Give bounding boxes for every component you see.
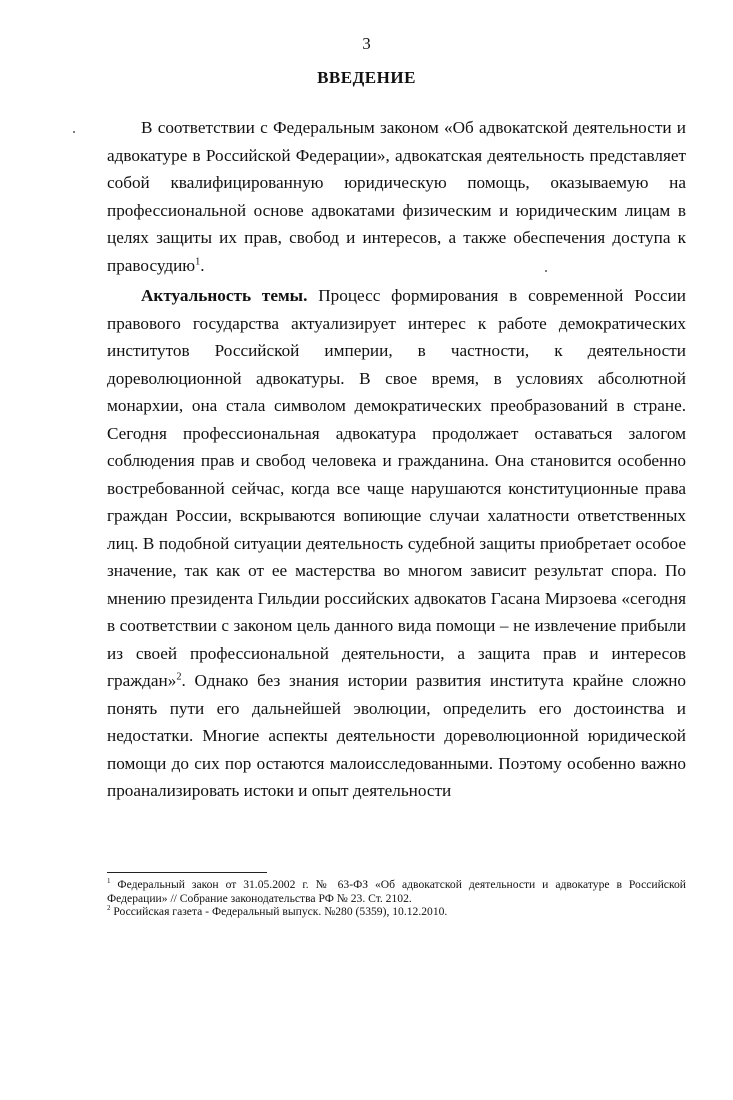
footnote-text: Федеральный закон от 31.05.2002 г. № 63-ФЗ «Об адвокатской деятельности и адвокатуре в Российской Федерации» // Собрание законодательства РФ № 23. Ст. 2102. [107, 878, 686, 905]
paragraph-lead-in: Актуальность темы. [141, 286, 308, 305]
paragraph-law-definition [107, 114, 686, 279]
footnote-ref: 2 [176, 671, 182, 683]
body-text [107, 114, 686, 805]
scan-speck [73, 131, 75, 133]
footnote-ref: 1 [195, 255, 201, 267]
footnotes [107, 878, 686, 919]
paragraph-tail: . Однако без знания истории развития института крайне сложно понять пути его дальнейшей эволюции, определить его достоинства и недостатки. Многие аспекты деятельности дореволюционной юридической помощи до сих пор остаются малоисследованными. Поэтому особенно важно проанализировать истоки и опыт деятельности [107, 671, 686, 800]
paragraph-text: Процесс формирования в современной России правового государства актуализирует интерес к работе демократических институтов Российской империи, в частности, к деятельности дореволюционной адвокатуры. В свое время, в условиях абсолютной монархии, она стала символом демократических преобразований в стране. Сегодня профессиональная адвокатура продолжает оставаться залогом соблюдения прав и свобод человека и гражданина. Она становится особенно востребованной сейчас, когда все чаще нарушаются конституционные права граждан России, вскрываются вопиющие случаи халатности ответственных лиц. В подобной ситуации деятельность судебной защиты приобретает особое значение, так как от ее мастерства во многом зависит результат спора. По мнению президента Гильдии российских адвокатов Гасана Мирзоева «сегодня в соответствии с законом цель данного вида помощи – не извлечение прибыли из своей профессиональной деятельности, а защита прав и интересов граждан» [107, 286, 686, 690]
paragraph-tail: . [200, 255, 205, 275]
page-number: 3 [362, 34, 371, 53]
paragraph-text: В соответствии с Федеральным законом «Об адвокатской деятельности и адвокатуре в Российской Федерации», адвокатская деятельность представляет собой квалифицированную юридическую помощь, оказываемую на профессиональной основе адвокатами физическим и юридическим лицам в целях защиты их прав, свобод и интересов, а также обеспечения доступа к правосудию [107, 118, 686, 275]
footnote-number: 1 [107, 877, 111, 886]
footnote-divider [107, 872, 267, 873]
scan-speck [545, 270, 547, 272]
footnote-item [107, 905, 686, 919]
footnote-text: Российская газета - Федеральный выпуск. №280 (5359), 10.12.2010. [110, 905, 448, 918]
paragraph-relevance [107, 282, 686, 805]
section-heading: ВВЕДЕНИЕ [317, 68, 416, 87]
footnote-item [107, 878, 686, 905]
footnote-number: 2 [107, 904, 111, 913]
